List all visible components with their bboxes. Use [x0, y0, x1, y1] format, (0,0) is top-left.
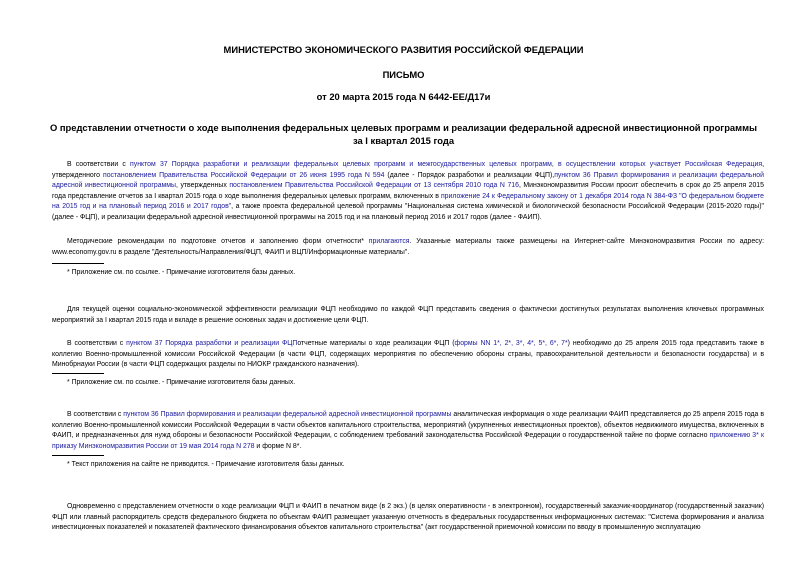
- paragraph-5: [52, 410, 764, 452]
- text: , утвержденного: [52, 161, 765, 179]
- text: аналитическая информация о ходе реализации ФАИП представляется до 25 апреля 2015 года в коллегию Военно-промышленной комиссии Российской Федерации в части объектов капитального строительства, мероприятий (укрупненных инвестиционных проектов), объектов недвижимого имущества, включенных в ФАИП, и предназначенных для нужд обороны и безопасности Российской Федерации, с соблюдением требований законодательства Российской Федерации о государственной тайне по форме согласно: [52, 411, 764, 440]
- link-forms-1-7[interactable]: формы NN 1*, 2*, 3*, 4*, 5*, 6*, 7*: [454, 340, 568, 347]
- link-law-384-appendix-24[interactable]: приложение 24 к Федеральному закону от 1 декабря 2014 года N 384-ФЗ "О федеральном бюджете на 2015 год и на плановый период 2016 и 2017 годов": [52, 192, 764, 211]
- text: В соответствии с: [67, 161, 131, 168]
- link-resolution-716[interactable]: постановлением Правительства Российской Федерации от 13 сентября 2010 года N 716: [229, 182, 519, 190]
- footnote-2: * Приложение см. по ссылке. - Примечание изготовителя базы данных.: [67, 379, 296, 386]
- link-rules-item-36[interactable]: пунктом 36 Правил формирования и реализации федеральной адресной инвестиционной программы: [52, 171, 764, 190]
- text: , утвержденных: [175, 182, 230, 190]
- footnote-3: * Текст приложения на сайте не приводится. - Примечание изготовителя базы данных.: [67, 461, 345, 468]
- paragraph-1: [52, 160, 764, 224]
- link-procedure-item-37[interactable]: пунктом 37 Порядка разработки и реализации ФЦП: [126, 340, 298, 347]
- text: , Минэкономразвития России просит обеспечить в срок до 25 апреля 2015 года представление отчетов за I квартал 2015 года о ходе выполнения федеральных целевых программ, включенных в: [52, 182, 764, 200]
- link-rules-item-36[interactable]: пунктом 36 Правил формирования и реализации федеральной адресной инвестиционной программы: [123, 411, 452, 418]
- paragraph-6: [52, 502, 764, 534]
- text: Одновременно с представлением отчетности о ходе реализации ФЦП и ФАИП в печатном виде (в 2 экз.) (в целях оперативности - в электронном), государственный заказчик-координатор (государственный заказчик) ФЦП или главный распорядитель средств федерального бюджета по объектам ФАИП размещает указанную отчетность в федеральных государственных информационных системах: "Система формирования и анализа инвестиционных показателей и показателей фактического финансирования объектов капитального строительства" (акт государственной приемочной комиссии по вводу в промышленную эксплуатацию: [52, 503, 764, 532]
- document-type: ПИСЬМО: [382, 69, 425, 80]
- text: ) необходимо до 25 апреля 2015 года представить также в коллегию Военно-промышленной комиссии Российской Федерации (в части ФЦП, содержащих мероприятия по обеспечению обороны страны, правоохранительной деятельности и безопасности государства) и в Минобрнауки России (в части ФЦП содержащих разделы по НИОКР гражданского назначения).: [52, 340, 764, 369]
- paragraph-2: [52, 237, 764, 258]
- link-resolution-594[interactable]: постановлением Правительства Российской Федерации от 26 июня 1995 года N 594: [102, 171, 385, 179]
- footnote-1: * Приложение см. по ссылке. - Примечание изготовителя базы данных.: [67, 269, 296, 276]
- text: В соответствии с: [67, 411, 124, 418]
- footnote-separator: [52, 455, 104, 456]
- link-order-278-appendix-3[interactable]: приложению 3* к приказу Минэкономразвития России от 19 мая 2014 года N 278: [52, 432, 764, 450]
- footnote-separator: [52, 263, 104, 264]
- text: , а также проекта федеральной целевой программы "Национальная система химической и биологической безопасности Российской Федерации (2015-2020 годы)" (далее - ФЦП), и реализации федеральной адресной инвестиционной программы на 2015 год и на плановый период 2016 и 2017 годов (далее - ФАИП).: [52, 203, 764, 221]
- text: отчетные материалы о ходе реализации ФЦП (: [297, 340, 455, 347]
- text: В соответствии с: [67, 340, 127, 347]
- paragraph-4: [52, 339, 764, 371]
- document-title: О представлении отчетности о ходе выполнения федеральных целевых программ и реализации федеральной адресной инвестиционной программы за I квартал 2015 года: [50, 122, 758, 146]
- text: Методические рекомендации по подготовке отчетов и заполнению форм отчетности*: [67, 238, 369, 245]
- link-procedure-item-37[interactable]: пунктом 37 Порядка разработки и реализации федеральных целевых программ и межгосударственных целевых программ, в осуществлении которых участвует Российская Федерация: [130, 161, 763, 168]
- text: Для текущей оценки социально-экономической эффективности реализации ФЦП необходимо по каждой ФЦП представить сведения о фактически достигнутых результатах выполнения ключевых программных мероприятий за I квартал 2015 года и вкладе в решение основных задач и достижение цели ФЦП.: [52, 306, 764, 324]
- document-date-number: от 20 марта 2015 года N 6442-ЕЕ/Д17и: [316, 91, 491, 102]
- ministry-heading: МИНИСТЕРСТВО ЭКОНОМИЧЕСКОГО РАЗВИТИЯ РОССИЙСКОЙ ФЕДЕРАЦИИ: [223, 44, 584, 55]
- text: (далее - Порядок разработки и реализации ФЦП),: [384, 171, 555, 179]
- link-attached[interactable]: прилагаются: [368, 238, 410, 245]
- text: . Указанные материалы также размещены на Интернет-сайте Минэкономразвития России по адресу: www.economy.gov.ru в разделе "Деятельность/Направления/ФЦП, ФАИП и ВЦП/Информационные материалы".: [52, 238, 764, 256]
- paragraph-3: [52, 305, 764, 326]
- text: и форме N 8*.: [254, 442, 302, 450]
- footnote-separator: [52, 373, 104, 374]
